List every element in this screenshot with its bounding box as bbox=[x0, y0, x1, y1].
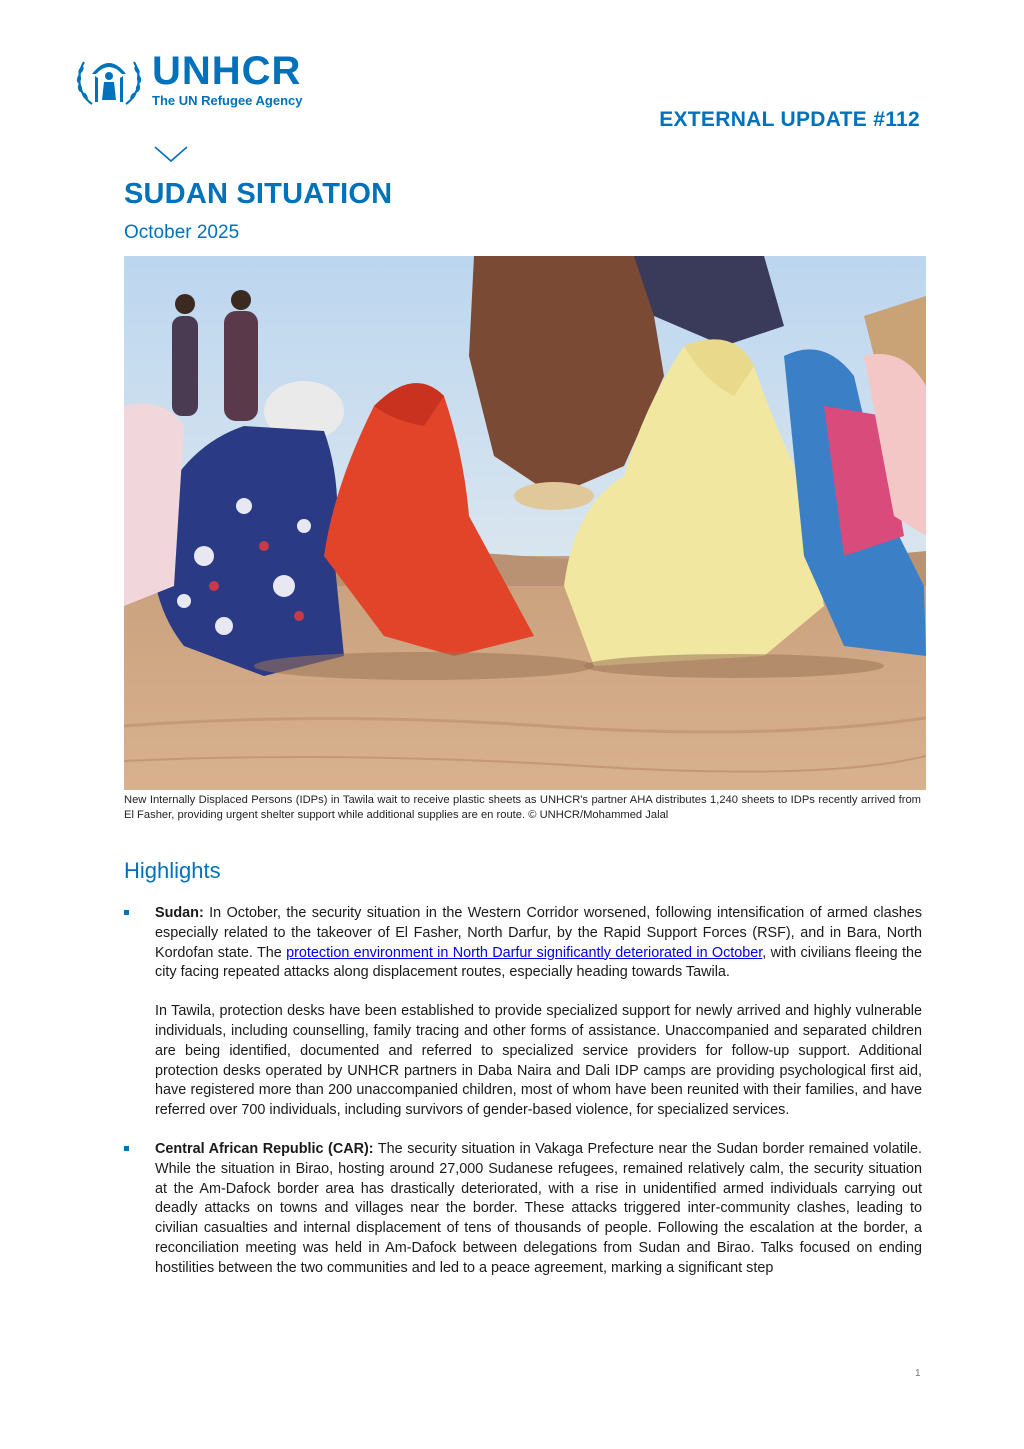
logo-tagline: The UN Refugee Agency bbox=[152, 92, 303, 108]
page-number: 1 bbox=[915, 1368, 921, 1379]
logo-wordmark bbox=[152, 48, 303, 108]
unhcr-logo bbox=[72, 46, 303, 112]
bullet-square-icon bbox=[124, 1146, 129, 1151]
highlights-heading: Highlights bbox=[124, 858, 221, 883]
logo-name: UNHCR bbox=[152, 48, 302, 93]
sudan-label: Sudan: bbox=[155, 905, 204, 921]
sudan-paragraph bbox=[155, 904, 922, 983]
external-update-label: EXTERNAL UPDATE #112 bbox=[659, 108, 920, 131]
chevron-down-icon bbox=[154, 145, 188, 163]
cover-photo bbox=[124, 256, 926, 790]
report-date: October 2025 bbox=[124, 222, 240, 243]
list-item-car bbox=[124, 1140, 922, 1279]
bullet-square-icon bbox=[124, 910, 129, 915]
highlights-list bbox=[124, 904, 922, 1279]
list-item-sudan bbox=[124, 904, 922, 1121]
tawila-paragraph: In Tawila, protection desks have been established to provide specialized support for newly arrived and highly vulnerable individuals, including counselling, family tracing and other forms of assistance. Unaccompanied and separated children are being identified, documented and referred to specialized service providers for follow-up support. Additional protection desks operated by UNHCR partners in Daba Naira and Dali IDP camps are providing psychological first aid, have registered more than 200 unaccompanied children, most of whom have been reunited with their families, and have referred over 700 individuals, including survivors of gender-based violence, for specialized services. bbox=[155, 1003, 922, 1119]
car-label: Central African Republic (CAR): bbox=[155, 1140, 374, 1157]
protection-environment-link[interactable]: protection environment in North Darfur significantly deteriorated in October bbox=[286, 944, 763, 961]
car-text: The security situation in Vakaga Prefecture near the Sudan border remained volatile. While the situation in Birao, hosting around 27,000 Sudanese refugees, remained relatively calm, the security situation at the Am-Dafock border area has drastically deteriorated, with a rise in unidentified armed individuals carrying out deadly attacks on towns and villages near the border. These attacks triggered inter-community clashes, leading to civilian casualties and internal displacement of tens of thousands of people. Following the escalation at the border, a reconciliation meeting was held in Am-Dafock between delegations from Sudan and Birao. Talks focused on ending hostilities between the two communities and led to a peace agreement, marking a significant step bbox=[155, 1140, 922, 1276]
sudan-text-after: , with civilians fleeing the city facing repeated attacks along displacement routes, especially heading towards Tawila. bbox=[155, 944, 922, 981]
car-paragraph bbox=[155, 1140, 922, 1279]
laurel-shelter-icon bbox=[72, 46, 146, 112]
sudan-text-before: In October, the security situation in the Western Corridor worsened, following intensification of armed clashes especially related to the takeover of El Fasher, North Darfur, by the Rapid Support Forces (RSF), and in Bara, North Kordofan state. The bbox=[155, 905, 922, 961]
page-title: SUDAN SITUATION bbox=[124, 178, 393, 210]
photo-caption: New Internally Displaced Persons (IDPs) in Tawila wait to receive plastic sheets as UNHCR's partner AHA distributes 1,240 sheets to IDPs recently arrived from El Fasher, providing urgent shelter support while additional supplies are en route. © UNHCR/Mohammed Jalal bbox=[124, 794, 921, 821]
